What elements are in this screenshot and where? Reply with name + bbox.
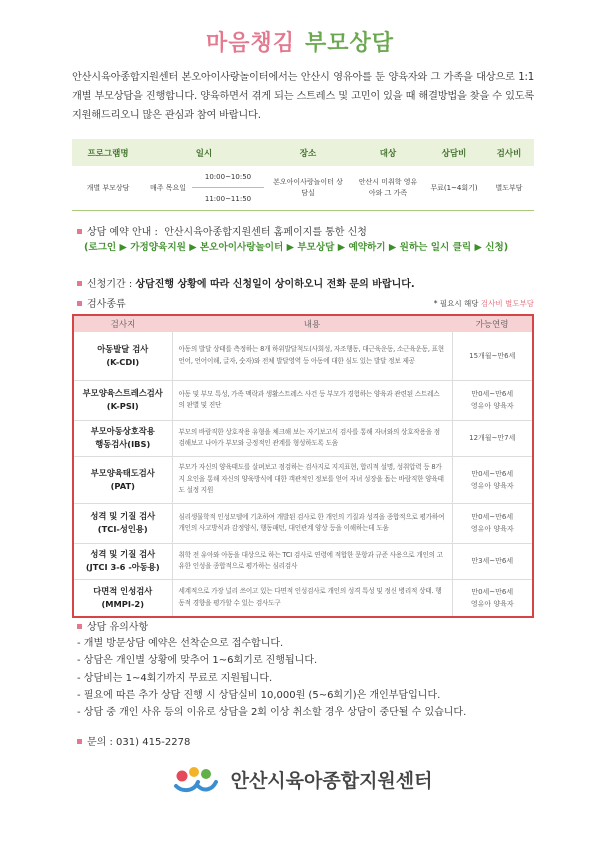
reservation-info [77, 223, 367, 238]
tests-table-header [73, 315, 533, 332]
tests-table [72, 314, 534, 618]
tests-row-name: 다면적 인성검사 (MMPI-2) [73, 579, 172, 617]
period-text: 상담진행 상황에 따라 신청일이 상이하오니 전화 문의 바랍니다. [135, 279, 415, 290]
header-test-fee: 검사비 [484, 139, 534, 166]
program-target: 안산시 미취학 영유아와 그 가족 [352, 166, 424, 211]
tests-row-desc: 아동 및 부모 특성, 가족 맥락과 생활스트레스 사건 등 부모가 경험하는 양육과 관련된 스트레스의 판별 및 진단 [172, 380, 452, 420]
tests-row-name: 성격 및 기질 검사 (TCI-성인용) [73, 503, 172, 543]
tests-table-body [73, 332, 533, 617]
page-title [0, 26, 600, 57]
tests-row [73, 332, 533, 380]
period-label: 신청기간 : [87, 279, 133, 290]
square-bullet-icon [77, 281, 82, 286]
program-test-fee: 별도부담 [484, 166, 534, 211]
program-times [192, 166, 264, 211]
contact-info [77, 733, 190, 748]
caution-item: - 개별 방문상담 예약은 선착순으로 접수합니다. [77, 638, 284, 649]
tests-row-desc: 취학 전 유아와 아동을 대상으로 하는 TCI 검사로 연령에 적합한 문항과 규준 사용으로 개인의 고유한 인성을 종합적으로 평가하는 심리검사 [172, 543, 452, 579]
square-bullet-icon [77, 301, 82, 306]
tests-row-name: 부모아동상호작용 행동검사(IBS) [73, 420, 172, 456]
cautions-label: 상담 유의사항 [87, 622, 149, 633]
caution-item: - 상담비는 1~4회기까지 무료로 지원됩니다. [77, 672, 273, 684]
program-name: 개별 부모상담 [72, 166, 144, 211]
tests-row-name: 부모양육태도검사 (PAT) [73, 456, 172, 503]
tests-row-age: 만0세~만6세 영유아 양육자 [452, 456, 533, 503]
program-fee: 무료(1~4회기) [424, 166, 484, 211]
tests-row-desc: 심리생물학적 인성모델에 기초하여 개발된 검사로 한 개인의 기질과 성격을 종합적으로 평가하여 개인의 사고방식과 감정양식, 행동패턴, 대인관계 양상 등을 이해하는데 도움 [172, 503, 452, 543]
title-part1: 마음챙김 [205, 31, 295, 56]
center-logo-icon [168, 762, 222, 796]
reservation-flow: (로그인 ▶ 가정양육지원 ▶ 본오아이사랑놀이터 ▶ 부모상담 ▶ 예약하기 ▶ 원하는 일시 클릭 ▶ 신청) [84, 242, 509, 253]
tests-note [434, 298, 534, 309]
org-name: 안산시육아종합지원센터 [230, 769, 433, 792]
tests-note-red: 검사비 별도부담 [480, 299, 534, 308]
header-target: 대상 [352, 139, 424, 166]
tests-header-age: 가능연령 [452, 315, 533, 332]
tests-row-age: 만0세~만6세 영유아 양육자 [452, 380, 533, 420]
tests-note-prefix: * 필요시 해당 [433, 299, 479, 308]
tests-row-age: 15개월~만6세 [452, 332, 533, 380]
tests-heading [77, 295, 126, 310]
tests-header-name: 검사지 [73, 315, 172, 332]
program-time1: 10:00~10:50 [192, 166, 264, 188]
tests-row [73, 503, 533, 543]
tests-row-age: 만0세~만6세 영유아 양육자 [452, 503, 533, 543]
contact-text: 문의 : 031) 415-2278 [87, 737, 191, 748]
header-fee: 상담비 [424, 139, 484, 166]
intro-paragraph: 안산시육아종합지원센터 본오아이사랑놀이터에서는 안산시 영유아를 둔 양육자와 그 가족을 대상으로 1:1 개별 부모상담을 진행합니다. 양육하면서 겪게 되는 스트레스 및 고민이 있을 때 해결방법을 찾을 수 있도록 지원해드리오니 많은 관심과 참여 바랍니다. [72, 72, 534, 121]
tests-label: 검사종류 [87, 299, 126, 310]
program-day: 매주 목요일 [144, 166, 192, 211]
tests-row-desc: 세계적으로 가장 널리 쓰이고 있는 다면적 인성검사로 개인의 성격 특성 및 정신 병리적 상태. 행동적 경향을 평가할 수 있는 검사도구 [172, 579, 452, 617]
square-bullet-icon [77, 624, 82, 629]
tests-row-name: 성격 및 기질 검사 (JTCI 3-6 -아동용) [73, 543, 172, 579]
tests-row [73, 380, 533, 420]
program-row [72, 166, 534, 211]
tests-row-desc: 아동의 발달 상태를 측정하는 8개 하위발달척도(사회성, 자조행동, 대근육운동, 소근육운동, 표현 언어, 언어이해, 글자, 숫자)와 전체 발달영역 등 아동에 대한 심도 있는 발달 정보 제공 [172, 332, 452, 380]
reservation-text: 안산시육아종합지원센터 홈페이지를 통한 신청 [164, 227, 367, 238]
reservation-label: 상담 예약 안내 : [87, 227, 158, 238]
title-part2: 부모상담 [305, 31, 395, 56]
square-bullet-icon [77, 229, 82, 234]
header-place: 장소 [264, 139, 352, 166]
tests-row-desc: 부모가 자신의 양육태도를 살펴보고 점검하는 검사지로 지지표현, 합리적 설명, 성취압력 등 8가지 요인을 통해 자신의 양육방식에 대한 객관적인 정보를 얻어 자녀 성장을 돕는 바람직한 양육태도 설정 지원 [172, 456, 452, 503]
square-bullet-icon [77, 739, 82, 744]
tests-row-age: 만3세~만6세 [452, 543, 533, 579]
program-table [72, 139, 534, 211]
period-info [77, 275, 415, 290]
program-time2: 11:00~11:50 [204, 195, 252, 203]
tests-row-age: 12개월~만7세 [452, 420, 533, 456]
caution-item: - 상담은 개인별 상황에 맞추어 1~6회기로 진행됩니다. [77, 655, 318, 667]
tests-row [73, 579, 533, 617]
tests-row-desc: 부모의 바람직한 상호작용 유형을 체크해 보는 자기보고식 검사를 통해 자녀와의 상호작용을 점검해보고 나아가 부모와 긍정적인 관계를 형성하도록 도움 [172, 420, 452, 456]
tests-header-desc: 내용 [172, 315, 452, 332]
footer [0, 762, 600, 796]
program-place: 본오아이사랑놀이터 상담실 [264, 166, 352, 211]
cautions-heading [77, 618, 148, 633]
tests-row [73, 543, 533, 579]
header-datetime: 일시 [144, 139, 264, 166]
program-table-header [72, 139, 534, 166]
tests-row [73, 456, 533, 503]
caution-item: - 필요에 따른 추가 상담 진행 시 상담실비 10,000원 (5~6회기)은 개인부담입니다. [77, 689, 441, 701]
tests-row-name: 부모양육스트레스검사 (K-PSI) [73, 380, 172, 420]
caution-item: - 상담 중 개인 사유 등의 이유로 상담을 2회 이상 취소할 경우 상담이 중단될 수 있습니다. [77, 707, 467, 719]
header-program: 프로그램명 [72, 139, 144, 166]
tests-row [73, 420, 533, 456]
tests-row-name: 아동발달 검사 (K-CDI) [73, 332, 172, 380]
cautions-list [77, 635, 537, 721]
tests-row-age: 만0세~만6세 영유아 양육자 [452, 579, 533, 617]
